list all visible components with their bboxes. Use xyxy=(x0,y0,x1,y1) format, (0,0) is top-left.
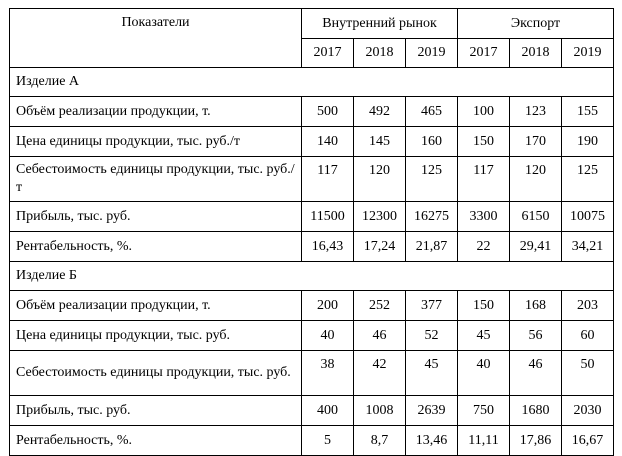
cell-value: 56 xyxy=(510,321,562,351)
cell-value: 52 xyxy=(406,321,458,351)
cell-value: 40 xyxy=(302,321,354,351)
cell-value: 492 xyxy=(354,97,406,127)
header-year: 2017 xyxy=(458,39,510,68)
header-domestic-market: Внутренний рынок xyxy=(302,9,458,39)
row-label: Рентабельность, %. xyxy=(10,232,302,262)
cell-value: 203 xyxy=(562,291,614,321)
cell-value: 16275 xyxy=(406,202,458,232)
cell-value: 117 xyxy=(302,157,354,202)
cell-value: 45 xyxy=(406,351,458,396)
table-row xyxy=(10,157,614,202)
cell-value: 252 xyxy=(354,291,406,321)
row-label: Объём реализации продукции, т. xyxy=(10,291,302,321)
table-row xyxy=(10,291,614,321)
row-label: Объём реализации продукции, т. xyxy=(10,97,302,127)
cell-value: 100 xyxy=(458,97,510,127)
section-title: Изделие А xyxy=(10,68,614,97)
data-table xyxy=(9,8,614,456)
row-label: Себестоимость единицы продукции, тыс. руб./т xyxy=(10,157,302,202)
cell-value: 200 xyxy=(302,291,354,321)
cell-value: 1008 xyxy=(354,396,406,426)
row-label: Себестоимость единицы продукции, тыс. руб. xyxy=(10,351,302,396)
cell-value: 17,24 xyxy=(354,232,406,262)
header-year: 2018 xyxy=(354,39,406,68)
cell-value: 46 xyxy=(510,351,562,396)
row-label: Прибыль, тыс. руб. xyxy=(10,202,302,232)
cell-value: 150 xyxy=(458,127,510,157)
cell-value: 160 xyxy=(406,127,458,157)
header-year: 2019 xyxy=(406,39,458,68)
cell-value: 190 xyxy=(562,127,614,157)
cell-value: 22 xyxy=(458,232,510,262)
cell-value: 377 xyxy=(406,291,458,321)
table-row xyxy=(10,351,614,396)
section-row xyxy=(10,262,614,291)
cell-value: 117 xyxy=(458,157,510,202)
cell-value: 5 xyxy=(302,426,354,456)
header-year: 2017 xyxy=(302,39,354,68)
cell-value: 45 xyxy=(458,321,510,351)
cell-value: 42 xyxy=(354,351,406,396)
cell-value: 3300 xyxy=(458,202,510,232)
cell-value: 750 xyxy=(458,396,510,426)
cell-value: 34,21 xyxy=(562,232,614,262)
table-row xyxy=(10,426,614,456)
cell-value: 145 xyxy=(354,127,406,157)
header-year: 2019 xyxy=(562,39,614,68)
cell-value: 8,7 xyxy=(354,426,406,456)
cell-value: 40 xyxy=(458,351,510,396)
cell-value: 123 xyxy=(510,97,562,127)
cell-value: 16,67 xyxy=(562,426,614,456)
cell-value: 1680 xyxy=(510,396,562,426)
cell-value: 120 xyxy=(510,157,562,202)
cell-value: 17,86 xyxy=(510,426,562,456)
header-export: Экспорт xyxy=(458,9,614,39)
table-row xyxy=(10,202,614,232)
cell-value: 46 xyxy=(354,321,406,351)
cell-value: 12300 xyxy=(354,202,406,232)
cell-value: 2030 xyxy=(562,396,614,426)
row-label: Рентабельность, %. xyxy=(10,426,302,456)
cell-value: 6150 xyxy=(510,202,562,232)
table-row xyxy=(10,127,614,157)
row-label: Прибыль, тыс. руб. xyxy=(10,396,302,426)
cell-value: 38 xyxy=(302,351,354,396)
table-row xyxy=(10,396,614,426)
cell-value: 125 xyxy=(562,157,614,202)
cell-value: 500 xyxy=(302,97,354,127)
table-row xyxy=(10,97,614,127)
cell-value: 125 xyxy=(406,157,458,202)
cell-value: 50 xyxy=(562,351,614,396)
cell-value: 16,43 xyxy=(302,232,354,262)
table-row xyxy=(10,232,614,262)
table-row xyxy=(10,321,614,351)
header-indicators: Показатели xyxy=(10,9,302,68)
cell-value: 29,41 xyxy=(510,232,562,262)
row-label: Цена единицы продукции, тыс. руб./т xyxy=(10,127,302,157)
row-label: Цена единицы продукции, тыс. руб. xyxy=(10,321,302,351)
cell-value: 400 xyxy=(302,396,354,426)
cell-value: 120 xyxy=(354,157,406,202)
cell-value: 10075 xyxy=(562,202,614,232)
cell-value: 11500 xyxy=(302,202,354,232)
cell-value: 11,11 xyxy=(458,426,510,456)
cell-value: 13,46 xyxy=(406,426,458,456)
cell-value: 140 xyxy=(302,127,354,157)
cell-value: 168 xyxy=(510,291,562,321)
cell-value: 60 xyxy=(562,321,614,351)
section-title: Изделие Б xyxy=(10,262,614,291)
section-row xyxy=(10,68,614,97)
cell-value: 21,87 xyxy=(406,232,458,262)
header-year: 2018 xyxy=(510,39,562,68)
cell-value: 465 xyxy=(406,97,458,127)
cell-value: 150 xyxy=(458,291,510,321)
cell-value: 2639 xyxy=(406,396,458,426)
cell-value: 170 xyxy=(510,127,562,157)
cell-value: 155 xyxy=(562,97,614,127)
